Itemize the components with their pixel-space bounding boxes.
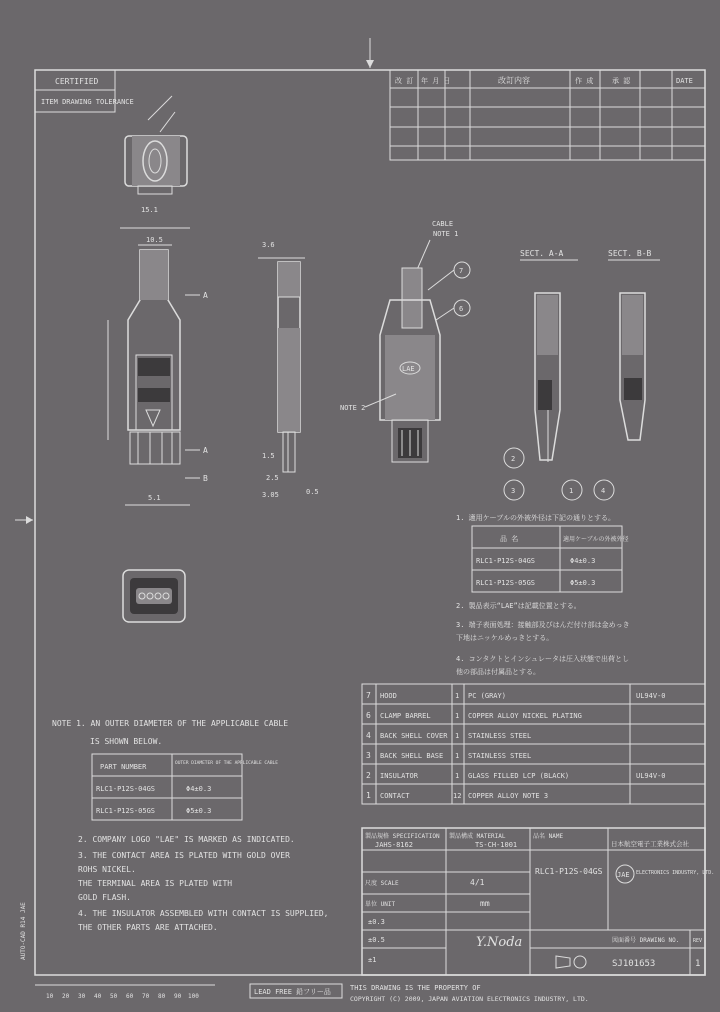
jp-cable-table: [472, 526, 628, 592]
svg-text:40: 40: [94, 993, 102, 1000]
svg-text:1: 1: [366, 791, 371, 800]
cert-line-2: ITEM DRAWING TOLERANCE: [41, 98, 134, 106]
svg-text:COPPER ALLOY NOTE 3: COPPER ALLOY NOTE 3: [468, 792, 549, 800]
section-a-bottom: A: [203, 446, 208, 455]
svg-text:単位 UNIT: 単位 UNIT: [365, 901, 396, 908]
svg-text:1: 1: [455, 712, 460, 720]
section-views: [504, 249, 660, 500]
dim-3-6: 3.6: [262, 241, 275, 249]
svg-text:RLC1-P12S-04GS: RLC1-P12S-04GS: [96, 785, 156, 793]
svg-text:BACK SHELL BASE: BACK SHELL BASE: [380, 752, 444, 760]
rev-col-6: DATE: [676, 77, 693, 85]
svg-text:GLASS FILLED LCP (BLACK): GLASS FILLED LCP (BLACK): [468, 772, 570, 780]
svg-text:STAINLESS STEEL: STAINLESS STEEL: [468, 752, 532, 760]
svg-text:RLC1-P12S-05GS: RLC1-P12S-05GS: [96, 807, 156, 815]
bill-of-materials: [362, 684, 705, 804]
dim-10-5: 10.5: [146, 236, 163, 244]
svg-text:20: 20: [62, 993, 70, 1000]
label-cable: CABLE: [432, 220, 454, 228]
connector-side-view: [258, 241, 319, 499]
dim-0-5: 0.5: [306, 488, 319, 496]
svg-text:4: 4: [366, 731, 371, 740]
svg-text:12: 12: [453, 792, 462, 800]
certification-box: [35, 70, 134, 112]
dim-3-05: 3.05: [262, 491, 279, 499]
jp-note-4b: 他の部品は付属品とする。: [456, 668, 540, 676]
label-note2: NOTE 2: [340, 404, 366, 412]
dim-1-5: 1.5: [262, 452, 275, 460]
jp-note-3b: 下地はニッケルめっきとする。: [456, 634, 554, 642]
svg-text:1: 1: [455, 732, 460, 740]
connector-mating-face: [123, 570, 185, 622]
en-note-3b: ROHS NICKEL.: [78, 865, 136, 874]
svg-text:3: 3: [511, 487, 516, 495]
svg-text:50: 50: [110, 993, 118, 1000]
lae-logo: LAE: [402, 365, 415, 373]
svg-text:6: 6: [366, 711, 371, 720]
svg-text:RLC1-P12S-05GS: RLC1-P12S-05GS: [476, 579, 536, 587]
signature: Y.Noda: [476, 935, 523, 950]
svg-text:CONTACT: CONTACT: [380, 792, 410, 800]
svg-text:4: 4: [601, 487, 606, 495]
section-b-b-title: SECT. B-B: [608, 249, 652, 258]
svg-text:1: 1: [569, 487, 574, 495]
en-note-3d: GOLD FLASH.: [78, 893, 131, 902]
svg-text:60: 60: [126, 993, 134, 1000]
svg-text:REV: REV: [693, 938, 703, 944]
svg-text:mm: mm: [480, 899, 490, 908]
rev-col-3: 改訂内容: [498, 76, 530, 85]
en-note-4b: THE OTHER PARTS ARE ATTACHED.: [78, 923, 218, 932]
copyright-line-1: THIS DRAWING IS THE PROPERTY OF: [350, 984, 481, 992]
rev-col-4: 作 成: [575, 77, 594, 85]
svg-text:90: 90: [174, 993, 182, 1000]
svg-text:図面番号 DRAWING NO.: 図面番号 DRAWING NO.: [612, 937, 680, 944]
svg-text:2: 2: [511, 455, 516, 463]
svg-text:70: 70: [142, 993, 150, 1000]
dim-5-1: 5.1: [148, 494, 161, 502]
projection-symbol-icon: [574, 956, 586, 968]
svg-text:2: 2: [366, 771, 371, 780]
connector-isometric-view: [340, 220, 470, 462]
svg-text:尺度 SCALE: 尺度 SCALE: [365, 880, 399, 887]
svg-text:100: 100: [188, 993, 199, 1000]
svg-text:INSULATOR: INSULATOR: [380, 772, 418, 780]
side-cad-text: AUTO-CAD R14 JAE: [20, 902, 27, 960]
svg-text:Φ5±0.3: Φ5±0.3: [570, 579, 596, 587]
svg-text:±0.3: ±0.3: [368, 918, 385, 926]
jp-note-2: 2. 製品表示“LAE”は記載位置とする。: [456, 602, 581, 610]
en-note-4a: 4. THE INSULATOR ASSEMBLED WITH CONTACT IS SUPPLIED,: [78, 909, 329, 918]
center-arrow-top: [366, 60, 374, 68]
svg-text:7: 7: [459, 267, 464, 275]
svg-text:STAINLESS STEEL: STAINLESS STEEL: [468, 732, 532, 740]
svg-text:適用ケーブルの外被外径: 適用ケーブルの外被外径: [563, 536, 629, 543]
scale-ruler: [35, 985, 215, 1000]
svg-text:80: 80: [158, 993, 166, 1000]
svg-text:6: 6: [459, 305, 464, 313]
svg-text:HOOD: HOOD: [380, 692, 397, 700]
section-a-a-title: SECT. A-A: [520, 249, 564, 258]
svg-text:CLAMP BARREL: CLAMP BARREL: [380, 712, 431, 720]
svg-text:製品規格 SPECIFICATION: 製品規格 SPECIFICATION: [365, 833, 440, 840]
en-cable-table: [92, 754, 278, 820]
connector-top-view: [125, 96, 187, 194]
title-block: [362, 828, 714, 975]
svg-text:1: 1: [695, 959, 701, 969]
en-note-2: 2. COMPANY LOGO "LAE" IS MARKED AS INDICATED.: [78, 835, 295, 844]
svg-text:UL94V-0: UL94V-0: [636, 772, 666, 780]
en-note-1a: NOTE 1. AN OUTER DIAMETER OF THE APPLICABLE CABLE: [52, 719, 289, 728]
svg-text:品名 NAME: 品名 NAME: [533, 833, 564, 840]
drawing-number: SJ101653: [612, 959, 656, 969]
svg-text:TS-CH-1001: TS-CH-1001: [475, 841, 518, 849]
jp-note-1: 1. 適用ケーブルの外被外径は下記の通りとする。: [456, 514, 616, 522]
svg-text:±0.5: ±0.5: [368, 936, 385, 944]
svg-text:30: 30: [78, 993, 86, 1000]
svg-text:Φ4±0.3: Φ4±0.3: [570, 557, 596, 565]
svg-text:製品構成 MATERIAL: 製品構成 MATERIAL: [449, 833, 506, 840]
revision-table: [390, 70, 705, 160]
svg-text:JAE: JAE: [617, 871, 630, 879]
rev-col-5: 承 認: [612, 77, 631, 85]
svg-text:7: 7: [366, 691, 371, 700]
label-note1: NOTE 1: [433, 230, 459, 238]
en-note-1b: IS SHOWN BELOW.: [90, 737, 163, 746]
svg-text:PART NUMBER: PART NUMBER: [100, 763, 147, 771]
svg-text:±1: ±1: [368, 956, 377, 964]
svg-text:10: 10: [46, 993, 54, 1000]
svg-text:1: 1: [455, 752, 460, 760]
svg-text:1: 1: [455, 692, 460, 700]
dim-15-1: 15.1: [141, 206, 158, 214]
svg-text:3: 3: [366, 751, 371, 760]
svg-text:Φ5±0.3: Φ5±0.3: [186, 807, 212, 815]
lead-free-label: LEAD FREE 鉛フリー品: [254, 988, 331, 996]
section-a-top: A: [203, 291, 208, 300]
dim-2-5: 2.5: [266, 474, 279, 482]
en-note-3a: 3. THE CONTACT AREA IS PLATED WITH GOLD OVER: [78, 851, 290, 860]
rev-col-1: 改 訂: [395, 77, 414, 85]
svg-text:UL94V-0: UL94V-0: [636, 692, 666, 700]
svg-text:PC (GRAY): PC (GRAY): [468, 692, 506, 700]
copyright-line-2: COPYRIGHT (C) 2009, JAPAN AVIATION ELECTRONICS INDUSTRY, LTD.: [350, 995, 589, 1003]
section-b-bottom: B: [203, 474, 208, 483]
svg-text:Φ4±0.3: Φ4±0.3: [186, 785, 212, 793]
connector-front-view: [108, 206, 208, 505]
svg-text:日本航空電子工業株式会社: 日本航空電子工業株式会社: [611, 840, 689, 848]
jp-note-4a: 4. コンタクトとインシュレータは圧入状態で出荷とし: [456, 655, 630, 663]
en-note-3c: THE TERMINAL AREA IS PLATED WITH: [78, 879, 233, 888]
svg-text:4/1: 4/1: [470, 878, 485, 887]
center-arrow-left: [26, 516, 33, 524]
cert-line-1: CERTIFIED: [55, 77, 99, 86]
svg-text:RLC1-P12S-04GS: RLC1-P12S-04GS: [476, 557, 536, 565]
svg-text:COPPER ALLOY NICKEL PLATING: COPPER ALLOY NICKEL PLATING: [468, 712, 582, 720]
svg-text:JAHS-8162: JAHS-8162: [375, 841, 413, 849]
jp-note-3a: 3. 端子表面処理：接触部及びはんだ付け部は金めっき: [456, 621, 630, 629]
svg-text:ELECTRONICS INDUSTRY, LTD.: ELECTRONICS INDUSTRY, LTD.: [636, 870, 715, 876]
rev-col-2: 年 月 日: [421, 77, 451, 85]
svg-text:品 名: 品 名: [500, 535, 519, 543]
svg-text:OUTER DIAMETER OF THE APPLICAB: OUTER DIAMETER OF THE APPLICABLE CABLE: [175, 761, 278, 766]
svg-text:RLC1-P12S-04GS: RLC1-P12S-04GS: [535, 867, 603, 876]
svg-text:1: 1: [455, 772, 460, 780]
svg-text:BACK SHELL COVER: BACK SHELL COVER: [380, 732, 448, 740]
